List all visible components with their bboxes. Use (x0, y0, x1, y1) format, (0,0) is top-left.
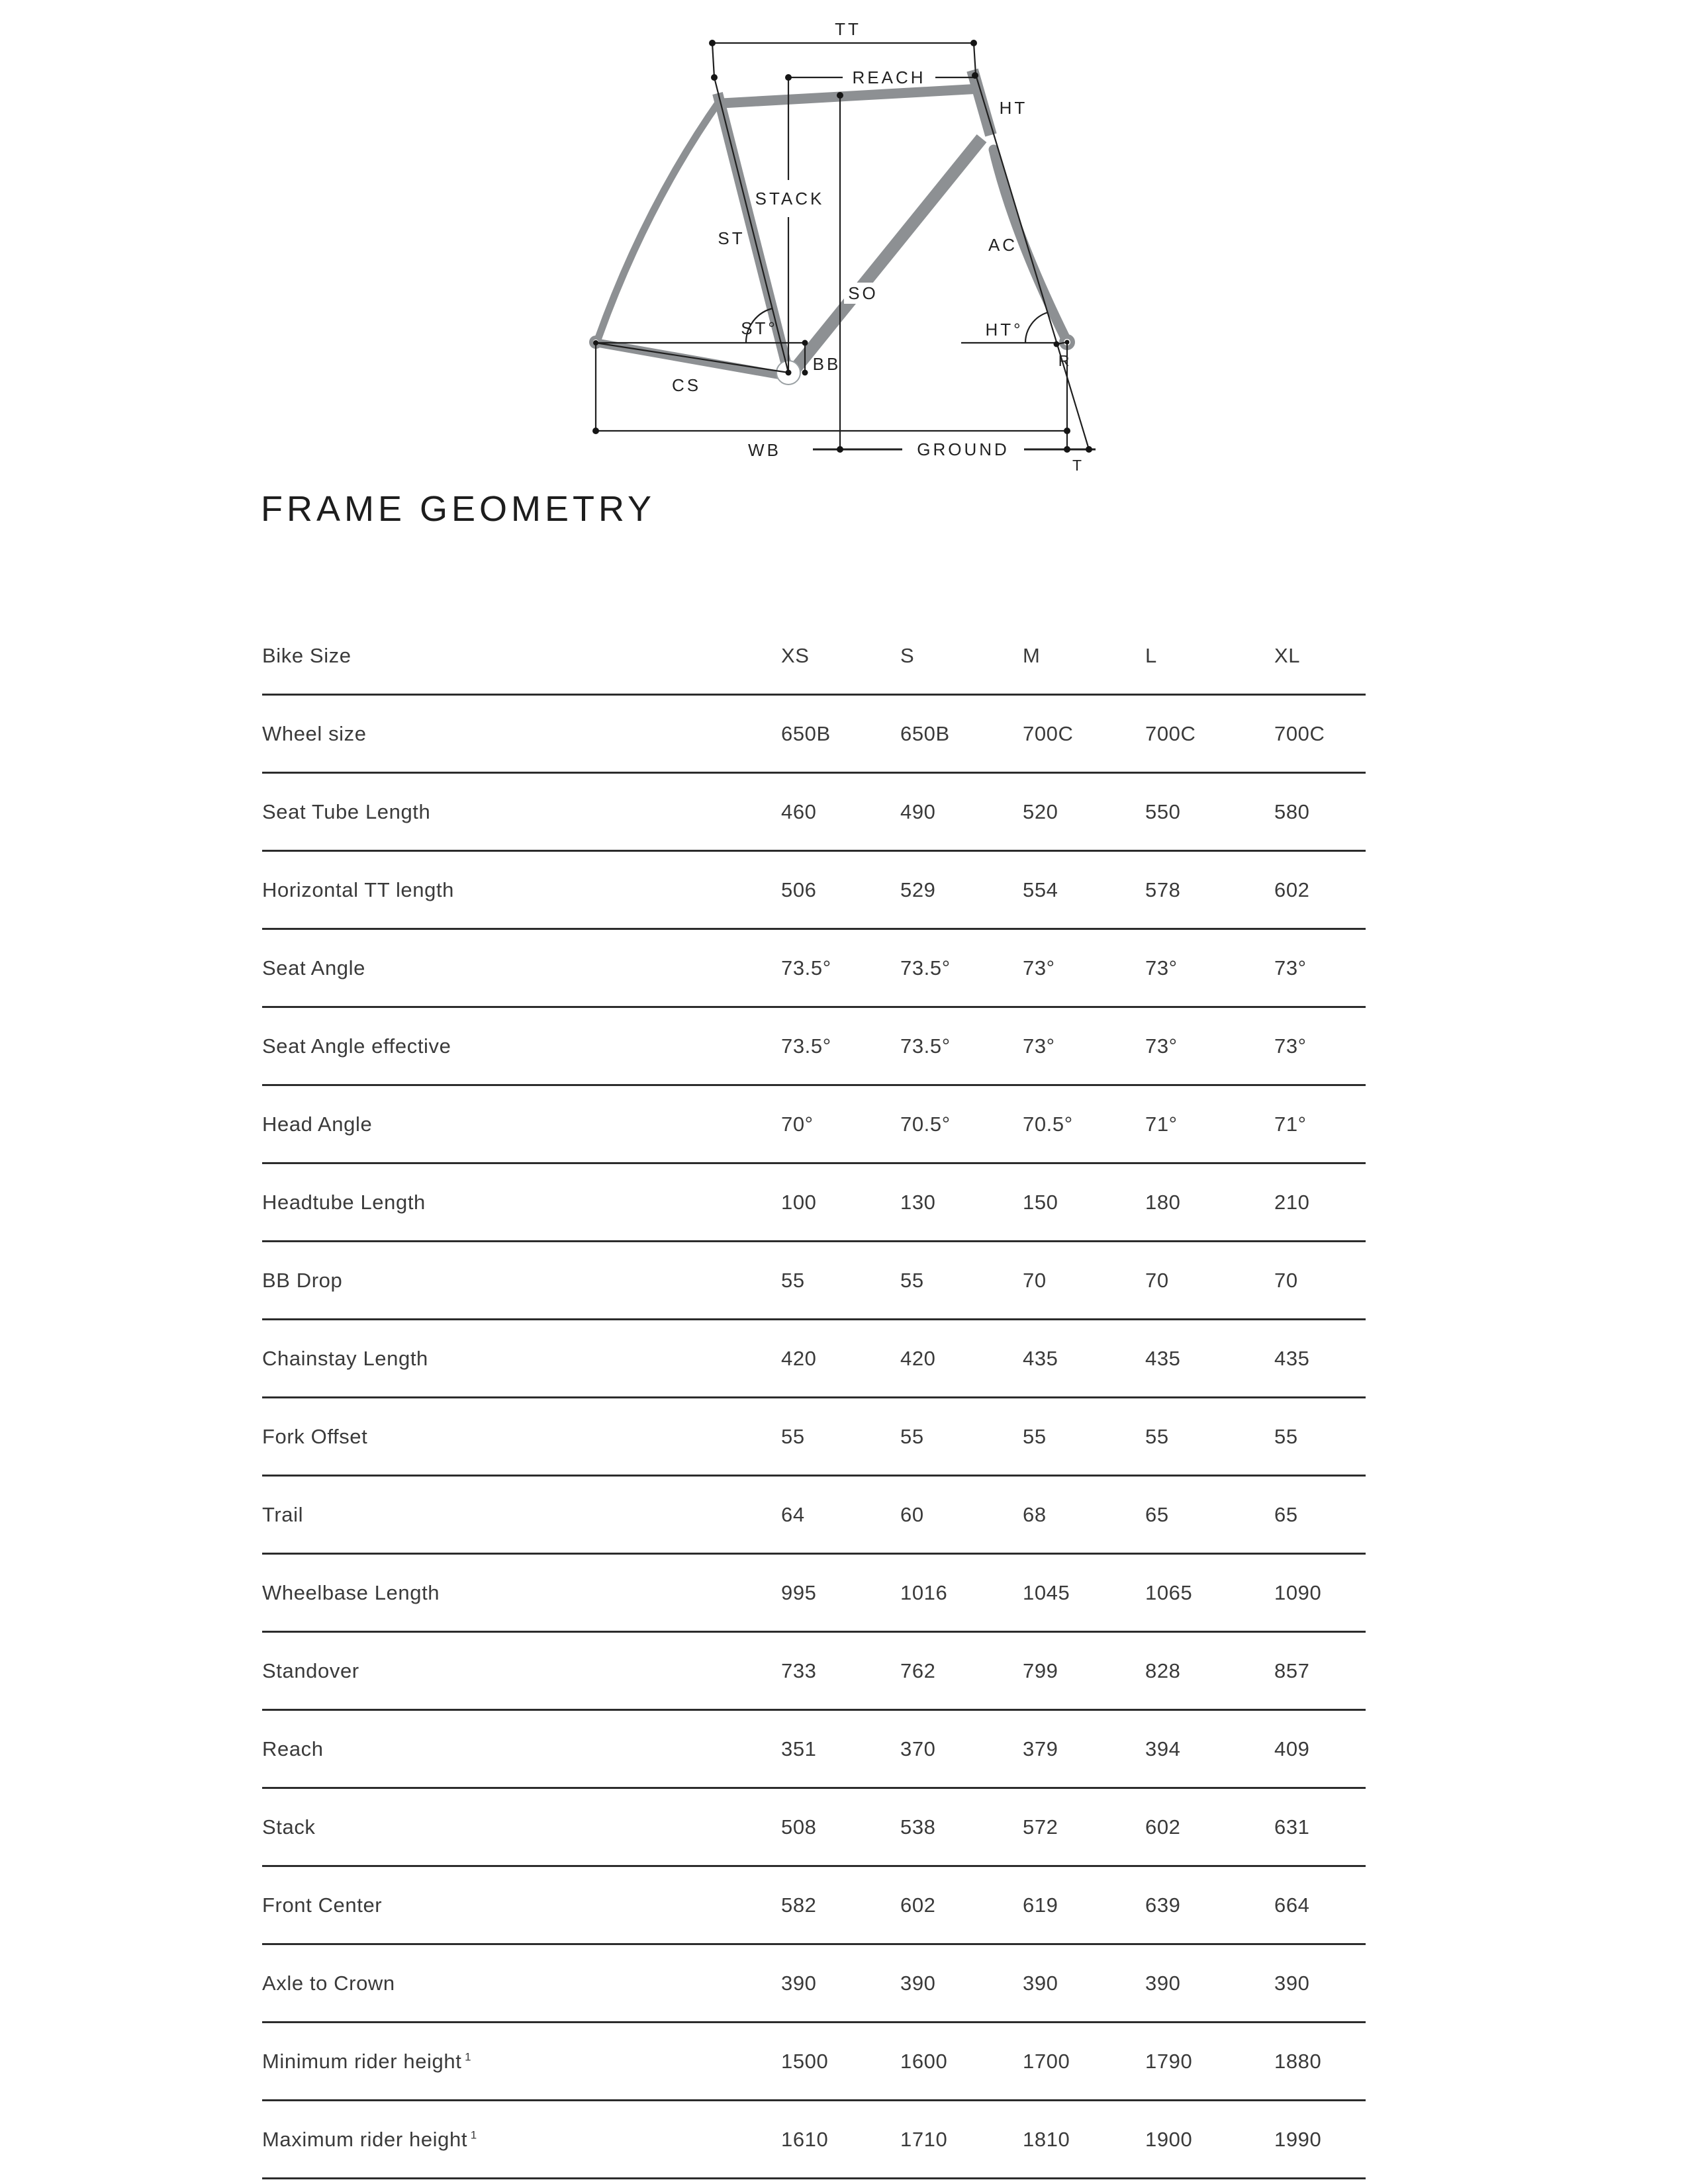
column-header: M (1023, 643, 1041, 667)
table-row (262, 1945, 1366, 2023)
cell-value: 1600 (900, 2049, 948, 2073)
cell-value: 650B (781, 721, 831, 745)
cell-value: 420 (781, 1346, 817, 1370)
cell-value: 1016 (900, 1580, 948, 1604)
cell-value: 70.5° (900, 1112, 951, 1136)
cell-value: 602 (900, 1893, 936, 1917)
table-row (262, 774, 1366, 852)
cell-value: 700C (1274, 721, 1325, 745)
cell-value: 700C (1145, 721, 1196, 745)
steering-axis-line (976, 75, 1089, 449)
column-header: XL (1274, 643, 1301, 667)
cell-value: 55 (781, 1268, 805, 1292)
cell-value: 520 (1023, 799, 1058, 823)
cell-value: 55 (900, 1424, 924, 1448)
cell-value: 70.5° (1023, 1112, 1073, 1136)
table-row (262, 696, 1366, 774)
row-label: Reach (262, 1737, 324, 1760)
row-label: Wheelbase Length (262, 1580, 440, 1604)
ac-label: AC (988, 235, 1018, 255)
cell-value: 857 (1274, 1659, 1310, 1682)
row-label: Minimum rider height $^1$ (262, 2049, 471, 2073)
cell-value: 100 (781, 1190, 817, 1214)
cell-value: 73° (1145, 956, 1178, 979)
cell-value: 73° (1145, 1034, 1178, 1058)
bike-frame-illustration (566, 3, 1109, 473)
cell-value: 390 (900, 1971, 936, 1995)
cell-value: 435 (1145, 1346, 1181, 1370)
cell-value: 420 (900, 1346, 936, 1370)
cell-value: 390 (1145, 1971, 1181, 1995)
cell-value: 70 (1145, 1268, 1169, 1292)
ht-angle-label: HT° (985, 320, 1023, 340)
cell-value: 572 (1023, 1815, 1058, 1839)
cell-value: 70 (1023, 1268, 1047, 1292)
table-row (262, 1320, 1366, 1398)
cell-value: 73.5° (781, 956, 831, 979)
footnote-marker: 1 (467, 2128, 477, 2142)
cell-value: 390 (1274, 1971, 1310, 1995)
row-label: Bike Size (262, 643, 352, 667)
table-row (262, 1555, 1366, 1633)
table-row (262, 1086, 1366, 1164)
cell-value: 580 (1274, 799, 1310, 823)
cell-value: 68 (1023, 1502, 1047, 1526)
table-row (262, 2101, 1366, 2179)
cell-value: 995 (781, 1580, 817, 1604)
cell-value: 351 (781, 1737, 817, 1760)
column-header: XS (781, 643, 810, 667)
table-row (262, 1867, 1366, 1945)
so-label: SO (848, 283, 878, 303)
cell-value: 828 (1145, 1659, 1181, 1682)
column-header: L (1145, 643, 1157, 667)
table-row (262, 1477, 1366, 1555)
cell-value: 1045 (1023, 1580, 1070, 1604)
row-label: Maximum rider height $^1$ (262, 2127, 477, 2151)
r-label: R (1058, 352, 1071, 369)
geometry-table (262, 617, 1366, 2179)
cell-value: 70 (1274, 1268, 1298, 1292)
cell-value: 550 (1145, 799, 1181, 823)
cell-value: 1090 (1274, 1580, 1322, 1604)
cell-value: 639 (1145, 1893, 1181, 1917)
table-row (262, 1242, 1366, 1320)
row-label: Wheel size (262, 721, 367, 745)
column-header: S (900, 643, 915, 667)
cell-value: 65 (1145, 1502, 1169, 1526)
cell-value: 55 (1274, 1424, 1298, 1448)
cell-value: 762 (900, 1659, 936, 1682)
head-angle-arc (1025, 312, 1048, 343)
cell-value: 71° (1274, 1112, 1307, 1136)
footnote-marker: 1 (461, 2050, 471, 2064)
top-tube (722, 89, 980, 103)
t-label: T (1072, 457, 1084, 473)
cell-value: 1790 (1145, 2049, 1193, 2073)
cell-value: 130 (900, 1190, 936, 1214)
reach-label: REACH (852, 68, 926, 87)
cell-value: 538 (900, 1815, 936, 1839)
row-label: Seat Tube Length (262, 799, 431, 823)
cell-value: 65 (1274, 1502, 1298, 1526)
cell-value: 435 (1023, 1346, 1058, 1370)
row-label: Head Angle (262, 1112, 373, 1136)
cell-value: 73° (1274, 1034, 1307, 1058)
cell-value: 1065 (1145, 1580, 1193, 1604)
cell-value: 578 (1145, 878, 1181, 901)
tt-label: TT (835, 19, 861, 39)
cell-value: 506 (781, 878, 817, 901)
cell-value: 619 (1023, 1893, 1058, 1917)
table-header-row (262, 617, 1366, 696)
frame-geometry-diagram (566, 3, 1109, 473)
cell-value: 73.5° (900, 1034, 951, 1058)
cell-value: 1810 (1023, 2127, 1070, 2151)
cell-value: 554 (1023, 878, 1058, 901)
cell-value: 73° (1023, 956, 1055, 979)
down-tube (791, 138, 982, 374)
ground-label: GROUND (917, 439, 1009, 459)
ht-label: HT (999, 98, 1028, 118)
cell-value: 1880 (1274, 2049, 1322, 2073)
cell-value: 73.5° (900, 956, 951, 979)
cell-value: 460 (781, 799, 817, 823)
cell-value: 370 (900, 1737, 936, 1760)
cell-value: 529 (900, 878, 936, 901)
cell-value: 733 (781, 1659, 817, 1682)
wb-label: WB (748, 440, 781, 460)
cell-value: 602 (1274, 878, 1310, 901)
stack-label: STACK (755, 189, 825, 208)
cell-value: 1710 (900, 2127, 948, 2151)
cell-value: 799 (1023, 1659, 1058, 1682)
cell-value: 664 (1274, 1893, 1310, 1917)
cell-value: 180 (1145, 1190, 1181, 1214)
cell-value: 55 (900, 1268, 924, 1292)
tt-left-extension (712, 43, 714, 77)
cell-value: 650B (900, 721, 950, 745)
cell-value: 55 (1145, 1424, 1169, 1448)
cell-value: 1500 (781, 2049, 829, 2073)
row-label: Seat Angle (262, 956, 365, 979)
cell-value: 390 (781, 1971, 817, 1995)
bb-label: BB (812, 354, 841, 374)
cell-value: 70° (781, 1112, 814, 1136)
table-row (262, 1164, 1366, 1242)
cell-value: 150 (1023, 1190, 1058, 1214)
cell-value: 490 (900, 799, 936, 823)
table-row (262, 1008, 1366, 1086)
cell-value: 55 (1023, 1424, 1047, 1448)
cell-value: 71° (1145, 1112, 1178, 1136)
cell-value: 73° (1274, 956, 1307, 979)
cell-value: 73.5° (781, 1034, 831, 1058)
table-row (262, 1398, 1366, 1477)
cell-value: 409 (1274, 1737, 1310, 1760)
cs-label: CS (671, 375, 702, 395)
cell-value: 60 (900, 1502, 924, 1526)
row-label: Chainstay Length (262, 1346, 428, 1370)
cell-value: 73° (1023, 1034, 1055, 1058)
seat-stay (597, 100, 720, 341)
cell-value: 435 (1274, 1346, 1310, 1370)
cell-value: 55 (781, 1424, 805, 1448)
cell-value: 631 (1274, 1815, 1310, 1839)
cell-value: 602 (1145, 1815, 1181, 1839)
page-title: FRAME GEOMETRY (261, 489, 656, 529)
cell-value: 508 (781, 1815, 817, 1839)
row-label: Standover (262, 1659, 359, 1682)
table-row (262, 852, 1366, 930)
head-tube (972, 70, 991, 135)
table-row (262, 930, 1366, 1008)
st-label: ST (718, 228, 745, 248)
row-label: Seat Angle effective (262, 1034, 451, 1058)
row-label: Axle to Crown (262, 1971, 395, 1995)
cell-value: 1990 (1274, 2127, 1322, 2151)
row-label: Horizontal TT length (262, 878, 455, 901)
cell-value: 394 (1145, 1737, 1181, 1760)
table-row (262, 2023, 1366, 2101)
row-label: Fork Offset (262, 1424, 368, 1448)
cell-value: 582 (781, 1893, 817, 1917)
table-row (262, 1711, 1366, 1789)
cell-value: 379 (1023, 1737, 1058, 1760)
table-row (262, 1789, 1366, 1867)
row-label: Headtube Length (262, 1190, 426, 1214)
row-label: Front Center (262, 1893, 383, 1917)
cell-value: 390 (1023, 1971, 1058, 1995)
cell-value: 1610 (781, 2127, 829, 2151)
chainstay-measure-line (596, 343, 788, 373)
cell-value: 210 (1274, 1190, 1310, 1214)
st-angle-label: ST° (741, 318, 778, 338)
cell-value: 700C (1023, 721, 1074, 745)
row-label: Stack (262, 1815, 316, 1839)
cell-value: 1700 (1023, 2049, 1070, 2073)
cell-value: 1900 (1145, 2127, 1193, 2151)
row-label: BB Drop (262, 1268, 343, 1292)
cell-value: 64 (781, 1502, 805, 1526)
row-label: Trail (262, 1502, 304, 1526)
table-row (262, 1633, 1366, 1711)
